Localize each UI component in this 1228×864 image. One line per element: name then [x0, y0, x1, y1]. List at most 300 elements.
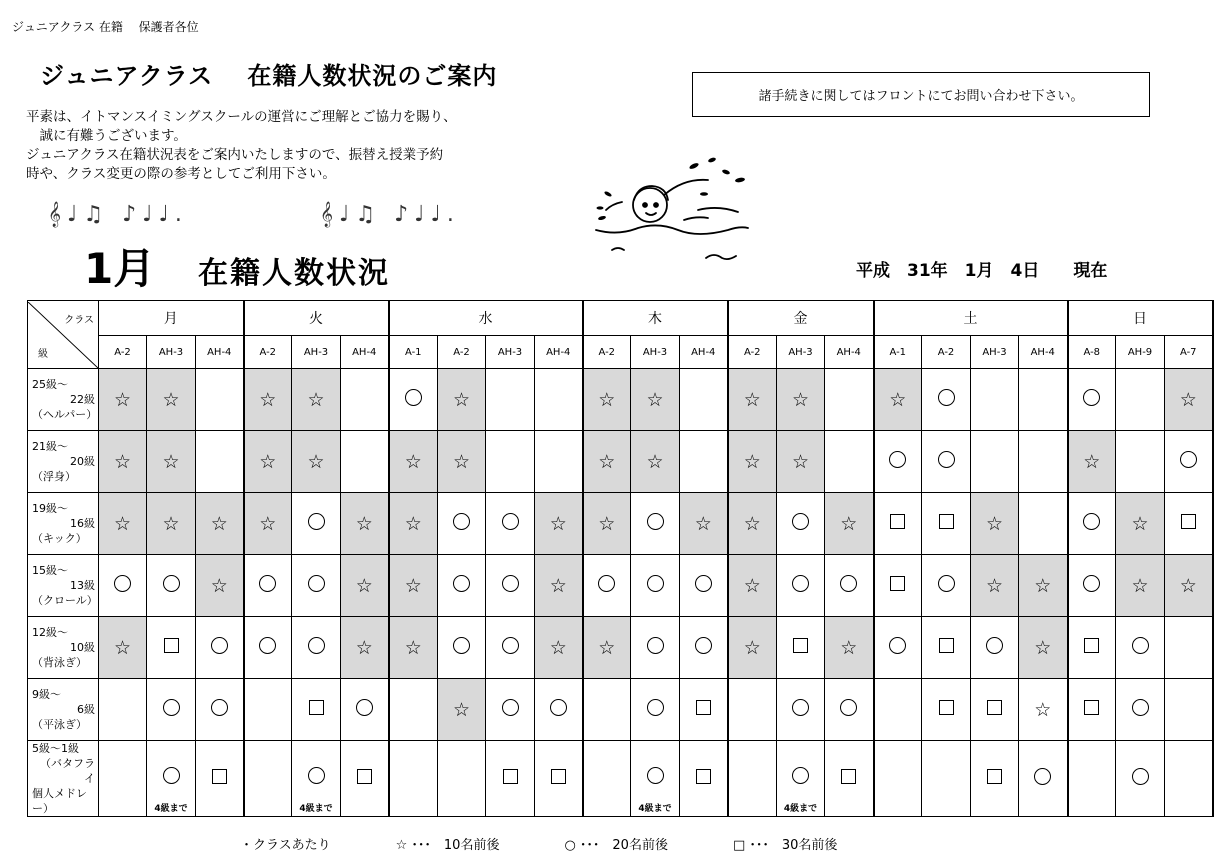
star-mark: ☆ [404, 512, 422, 535]
status-cell [341, 741, 389, 817]
status-cell [486, 369, 535, 431]
square-mark [357, 769, 372, 784]
level-range: 25級～ [32, 378, 68, 391]
status-cell [1165, 617, 1213, 679]
status-cell [583, 369, 631, 431]
status-cell [583, 617, 631, 679]
star-mark: ☆ [113, 450, 132, 473]
status-cell [99, 679, 147, 741]
square-mark [890, 576, 905, 591]
class-header: A-2 [438, 336, 486, 369]
status-cell [777, 555, 825, 617]
star-mark: ☆ [598, 388, 616, 411]
circle-mark [550, 699, 567, 716]
status-cell [777, 679, 825, 741]
level-style: （クロール） [32, 594, 98, 607]
circle-mark [986, 637, 1003, 654]
corner-class-label: クラス [64, 315, 94, 326]
status-cell [922, 741, 971, 817]
star-mark: ☆ [113, 512, 132, 535]
circle-mark [840, 575, 857, 592]
level-style: 個人メドレー） [32, 787, 87, 815]
legend: ・クラスあたり ☆ ･･･ 10名前後 ○ ･･･ 20名前後 □ ･･･ 30名前後 [240, 838, 838, 853]
status-cell [1019, 431, 1068, 493]
month-label: 1月 [84, 244, 156, 293]
square-mark [987, 769, 1002, 784]
star-mark: ☆ [307, 450, 325, 473]
star-mark: ☆ [404, 636, 422, 659]
class-header: AH-3 [486, 336, 535, 369]
status-cell [874, 555, 922, 617]
notice-box: 諸手続きに関してはフロントにてお問い合わせ下さい。 [692, 72, 1150, 117]
status-cell [438, 369, 486, 431]
star-mark: ☆ [743, 450, 761, 473]
table-row [28, 741, 1213, 817]
level-range: 12級～ [32, 626, 68, 639]
star-mark: ☆ [259, 450, 277, 473]
status-cell [1116, 369, 1165, 431]
day-header: 月 [99, 301, 244, 336]
status-cell [438, 493, 486, 555]
status-cell [1165, 431, 1213, 493]
star-mark: ☆ [549, 512, 567, 535]
level-header [28, 555, 99, 617]
status-cell [680, 741, 728, 817]
level-range: 21級～ [32, 440, 68, 453]
star-mark: ☆ [743, 388, 761, 411]
circle-mark [259, 637, 276, 654]
star-mark: ☆ [1131, 512, 1149, 535]
star-mark: ☆ [549, 574, 567, 597]
status-cell [1068, 493, 1116, 555]
class-header: AH-3 [292, 336, 341, 369]
star-mark: ☆ [210, 512, 228, 535]
square-mark [841, 769, 856, 784]
circle-mark [1132, 637, 1149, 654]
circle-mark [211, 699, 228, 716]
class-header: AH-3 [971, 336, 1019, 369]
status-cell [196, 369, 244, 431]
level-header [28, 617, 99, 679]
status-cell [147, 431, 196, 493]
status-cell [825, 741, 874, 817]
status-cell [583, 493, 631, 555]
star-mark: ☆ [598, 450, 616, 473]
enrollment-table [27, 300, 1214, 817]
circle-mark [308, 513, 325, 530]
star-mark: ☆ [162, 388, 180, 411]
status-cell [438, 617, 486, 679]
status-cell [244, 431, 292, 493]
status-cell [292, 741, 341, 817]
status-cell [971, 369, 1019, 431]
status-cell [874, 431, 922, 493]
status-cell [292, 431, 341, 493]
star-mark: ☆ [840, 636, 858, 659]
intro-line: 時や、クラス変更の際の参考としてご利用下さい。 [26, 166, 336, 182]
intro-line: 平素は、イトマンスイミングスクールの運営にご理解とご協力を賜り、 [26, 109, 457, 125]
level-header [28, 369, 99, 431]
status-cell [1068, 369, 1116, 431]
status-cell [1068, 555, 1116, 617]
status-cell [631, 741, 680, 817]
level-target: （バタフライ [40, 757, 95, 785]
status-cell [1165, 555, 1213, 617]
status-cell [341, 555, 389, 617]
table-row [28, 493, 1213, 555]
status-cell [1116, 679, 1165, 741]
circle-mark [792, 575, 809, 592]
status-cell [680, 493, 728, 555]
class-header: AH-4 [680, 336, 728, 369]
status-cell [1068, 741, 1116, 817]
status-cell [825, 493, 874, 555]
class-header: AH-4 [196, 336, 244, 369]
class-header: AH-4 [535, 336, 583, 369]
circle-mark [695, 637, 712, 654]
level-style: （キック） [32, 532, 87, 545]
class-header: AH-9 [1116, 336, 1165, 369]
level-style: （浮身） [32, 470, 76, 483]
circle-mark [502, 699, 519, 716]
level-style: （背泳ぎ） [32, 656, 87, 669]
star-mark: ☆ [743, 636, 761, 659]
circle-mark [938, 451, 955, 468]
status-cell [971, 617, 1019, 679]
star-mark: ☆ [355, 512, 373, 535]
table-row [28, 555, 1213, 617]
level-target: 20級 [70, 455, 95, 468]
star-mark: ☆ [646, 388, 664, 411]
status-cell [1116, 617, 1165, 679]
circle-mark [647, 637, 664, 654]
star-mark: ☆ [743, 574, 761, 597]
status-cell [486, 617, 535, 679]
circle-mark [453, 637, 470, 654]
status-cell [680, 369, 728, 431]
class-header: A-2 [922, 336, 971, 369]
circle-mark [163, 767, 180, 784]
star-mark: ☆ [452, 388, 471, 411]
class-header: AH-3 [631, 336, 680, 369]
level-header [28, 679, 99, 741]
status-cell [147, 741, 196, 817]
square-mark [1181, 514, 1196, 529]
square-mark [212, 769, 227, 784]
circle-mark [1132, 768, 1149, 785]
status-cell [922, 493, 971, 555]
status-cell [438, 555, 486, 617]
status-cell [244, 369, 292, 431]
circle-mark [453, 575, 470, 592]
star-mark: ☆ [210, 574, 228, 597]
square-mark [503, 769, 518, 784]
star-mark: ☆ [1179, 574, 1197, 597]
status-cell [1019, 679, 1068, 741]
square-mark [939, 514, 954, 529]
status-cell [438, 679, 486, 741]
status-cell [631, 431, 680, 493]
status-cell [292, 555, 341, 617]
star-mark: ☆ [598, 512, 616, 535]
status-cell [922, 617, 971, 679]
page-title: ジュニアクラス 在籍人数状況のご案内 [40, 62, 498, 90]
status-cell [486, 679, 535, 741]
class-header: A-2 [583, 336, 631, 369]
status-title: 在籍人数状況 [198, 256, 390, 291]
circle-mark [647, 513, 664, 530]
circle-mark [502, 575, 519, 592]
status-cell [825, 679, 874, 741]
music-notes-decoration: 𝄞♩♫ ♪♩♩. [320, 202, 460, 227]
intro-line: ジュニアクラス在籍状況表をご案内いたしますので、振替え授業予約 [26, 147, 444, 163]
status-cell [244, 555, 292, 617]
corner-header [28, 301, 99, 369]
status-cell [922, 679, 971, 741]
status-cell [874, 369, 922, 431]
circle-mark [308, 575, 325, 592]
status-cell [292, 679, 341, 741]
circle-mark [502, 637, 519, 654]
circle-mark [356, 699, 373, 716]
star-mark: ☆ [791, 388, 810, 411]
intro-line: 誠に有難うございます。 [26, 128, 187, 144]
status-cell [1068, 431, 1116, 493]
circle-mark [695, 575, 712, 592]
recipient-line: ジュニアクラス 在籍 保護者各位 [12, 20, 199, 34]
class-header: A-2 [244, 336, 292, 369]
class-header: AH-4 [825, 336, 874, 369]
circle-mark [1083, 389, 1100, 406]
status-cell [583, 679, 631, 741]
circle-mark [114, 575, 131, 592]
status-cell [631, 617, 680, 679]
level-target: 10級 [70, 641, 95, 654]
square-mark [1084, 638, 1099, 653]
status-cell [147, 493, 196, 555]
status-cell [196, 555, 244, 617]
level-target: 16級 [70, 517, 95, 530]
star-mark: ☆ [985, 512, 1004, 535]
class-header: A-1 [874, 336, 922, 369]
star-mark: ☆ [452, 450, 471, 473]
star-mark: ☆ [113, 636, 132, 659]
square-mark [1084, 700, 1099, 715]
day-header: 木 [583, 301, 728, 336]
circle-mark [938, 389, 955, 406]
circle-mark [259, 575, 276, 592]
status-cell [728, 617, 777, 679]
star-mark: ☆ [162, 512, 180, 535]
day-header: 日 [1068, 301, 1213, 336]
status-cell [971, 555, 1019, 617]
star-mark: ☆ [259, 388, 277, 411]
star-mark: ☆ [889, 388, 907, 411]
status-cell [196, 679, 244, 741]
status-cell [728, 679, 777, 741]
star-mark: ☆ [1179, 388, 1197, 411]
status-cell [389, 431, 438, 493]
star-mark: ☆ [113, 388, 132, 411]
circle-mark [308, 767, 325, 784]
square-mark [551, 769, 566, 784]
status-cell [777, 741, 825, 817]
status-cell [535, 617, 583, 679]
upto-note: 4級まで [154, 804, 188, 814]
star-mark: ☆ [1034, 636, 1052, 659]
status-cell [1019, 493, 1068, 555]
square-mark [164, 638, 179, 653]
intro-text [26, 108, 457, 184]
status-cell [99, 493, 147, 555]
star-mark: ☆ [1083, 450, 1101, 473]
status-cell [1116, 431, 1165, 493]
star-mark: ☆ [355, 574, 373, 597]
status-cell [341, 431, 389, 493]
status-cell [99, 431, 147, 493]
level-target: 13級 [70, 579, 95, 592]
circle-mark [792, 513, 809, 530]
circle-mark [792, 699, 809, 716]
circle-mark [647, 699, 664, 716]
circle-mark [938, 575, 955, 592]
star-mark: ☆ [549, 636, 567, 659]
status-cell [777, 431, 825, 493]
day-header: 水 [389, 301, 583, 336]
status-cell [874, 493, 922, 555]
circle-mark [647, 575, 664, 592]
class-header: A-7 [1165, 336, 1213, 369]
star-mark: ☆ [598, 636, 616, 659]
circle-mark [1132, 699, 1149, 716]
circle-mark [211, 637, 228, 654]
table-row [28, 617, 1213, 679]
status-cell [535, 741, 583, 817]
status-cell [874, 617, 922, 679]
circle-mark [889, 451, 906, 468]
circle-mark [1180, 451, 1197, 468]
circle-mark [840, 699, 857, 716]
status-cell [244, 679, 292, 741]
status-cell [1165, 369, 1213, 431]
square-mark [890, 514, 905, 529]
square-mark [939, 638, 954, 653]
status-cell [196, 431, 244, 493]
level-header [28, 741, 99, 817]
status-cell [777, 369, 825, 431]
class-header: AH-3 [777, 336, 825, 369]
class-header: A-2 [99, 336, 147, 369]
circle-mark [647, 767, 664, 784]
status-cell [777, 617, 825, 679]
status-cell [196, 493, 244, 555]
circle-mark [163, 699, 180, 716]
star-mark: ☆ [1034, 574, 1052, 597]
circle-mark [502, 513, 519, 530]
status-cell [535, 431, 583, 493]
status-cell [728, 555, 777, 617]
status-cell [99, 617, 147, 679]
status-cell [535, 679, 583, 741]
status-cell [631, 555, 680, 617]
circle-mark [1083, 513, 1100, 530]
star-mark: ☆ [743, 512, 761, 535]
day-header: 火 [244, 301, 389, 336]
star-mark: ☆ [646, 450, 664, 473]
status-cell [99, 369, 147, 431]
star-mark: ☆ [162, 450, 180, 473]
status-cell [341, 493, 389, 555]
class-header: A-8 [1068, 336, 1116, 369]
star-mark: ☆ [791, 450, 810, 473]
class-header: AH-4 [1019, 336, 1068, 369]
status-cell [196, 617, 244, 679]
status-cell [971, 493, 1019, 555]
level-header [28, 431, 99, 493]
circle-mark [1083, 575, 1100, 592]
status-cell [1068, 679, 1116, 741]
class-header: A-1 [389, 336, 438, 369]
upto-note: 4級まで [638, 804, 672, 814]
circle-mark [889, 637, 906, 654]
status-cell [292, 617, 341, 679]
class-header: A-2 [728, 336, 777, 369]
status-cell [777, 493, 825, 555]
status-cell [535, 555, 583, 617]
status-cell [341, 679, 389, 741]
status-cell [728, 369, 777, 431]
status-cell [1165, 679, 1213, 741]
circle-mark [598, 575, 615, 592]
square-mark [309, 700, 324, 715]
status-cell [1019, 617, 1068, 679]
status-cell [631, 493, 680, 555]
status-cell [389, 493, 438, 555]
star-mark: ☆ [1034, 698, 1052, 721]
status-cell [292, 493, 341, 555]
status-cell [196, 741, 244, 817]
status-cell [389, 555, 438, 617]
status-cell [438, 431, 486, 493]
status-cell [341, 617, 389, 679]
table-row [28, 431, 1213, 493]
circle-mark [308, 637, 325, 654]
status-cell [583, 741, 631, 817]
star-mark: ☆ [259, 512, 277, 535]
status-cell [244, 617, 292, 679]
level-target: 6級 [77, 703, 95, 716]
circle-mark [1034, 768, 1051, 785]
day-header: 金 [728, 301, 874, 336]
status-cell [535, 493, 583, 555]
star-mark: ☆ [307, 388, 325, 411]
status-cell [728, 741, 777, 817]
status-cell [971, 431, 1019, 493]
square-mark [939, 700, 954, 715]
status-cell [728, 431, 777, 493]
status-cell [680, 617, 728, 679]
day-header: 土 [874, 301, 1068, 336]
status-cell [1116, 493, 1165, 555]
status-cell [1019, 555, 1068, 617]
star-mark: ☆ [985, 574, 1004, 597]
level-header [28, 493, 99, 555]
status-cell [583, 555, 631, 617]
star-mark: ☆ [404, 574, 422, 597]
status-cell [1068, 617, 1116, 679]
level-range: 19級～ [32, 502, 68, 515]
status-cell [971, 741, 1019, 817]
